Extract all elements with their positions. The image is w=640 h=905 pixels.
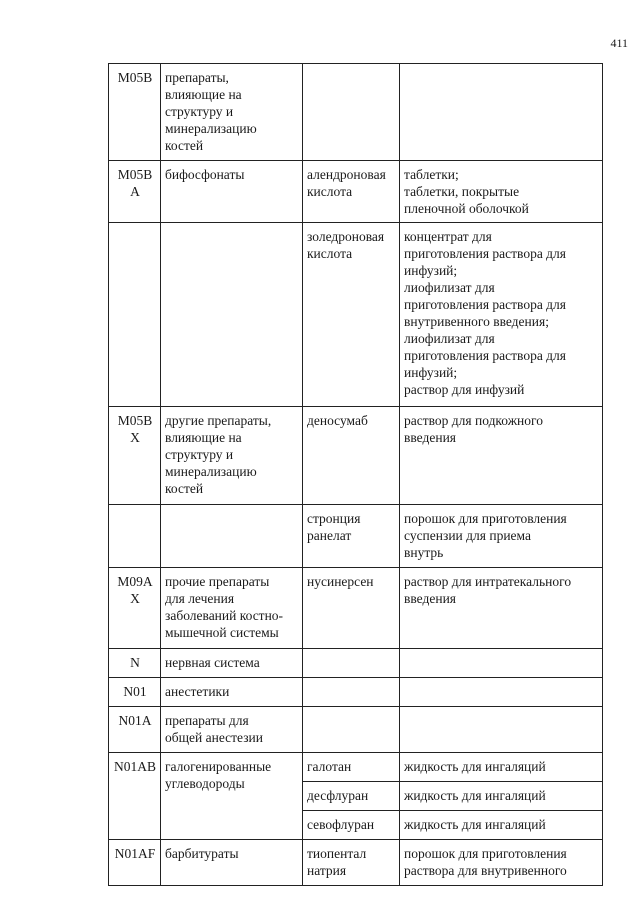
dosage-form-cell: жидкость для ингаляций bbox=[400, 782, 603, 811]
drug-name-cell: тиопентал натрия bbox=[303, 840, 400, 886]
page-number: 411 bbox=[610, 36, 628, 50]
table-row bbox=[109, 707, 603, 753]
drug-name-cell bbox=[303, 64, 400, 161]
dosage-form-cell bbox=[400, 64, 603, 161]
dosage-form-cell: концентрат для приготовления раствора для инфузий; лиофилизат для приготовления раствора для внутривенного введения; лиофилизат для приготовления раствора для инфузий; раствор для инфузий bbox=[400, 223, 603, 407]
drug-name-cell: нусинерсен bbox=[303, 568, 400, 649]
atc-code-cell: M05B X bbox=[109, 407, 161, 505]
group-name-cell: барбитураты bbox=[161, 840, 303, 886]
table-row bbox=[109, 505, 603, 568]
group-name-cell bbox=[161, 505, 303, 568]
dosage-form-cell: жидкость для ингаляций bbox=[400, 753, 603, 782]
group-name-cell: нервная система bbox=[161, 649, 303, 678]
table-row bbox=[109, 407, 603, 505]
dosage-form-cell: порошок для приготовления суспензии для приема внутрь bbox=[400, 505, 603, 568]
drug-name-cell: десфлуран bbox=[303, 782, 400, 811]
dosage-form-cell bbox=[400, 649, 603, 678]
atc-code-cell: N bbox=[109, 649, 161, 678]
atc-code-cell: N01 bbox=[109, 678, 161, 707]
atc-code-cell bbox=[109, 223, 161, 407]
drug-name-cell: золедроновая кислота bbox=[303, 223, 400, 407]
group-name-cell: бифосфонаты bbox=[161, 161, 303, 223]
table-row bbox=[109, 649, 603, 678]
table-row bbox=[109, 161, 603, 223]
table-row bbox=[109, 753, 603, 782]
drug-classification-table bbox=[108, 63, 603, 886]
table-row bbox=[109, 840, 603, 886]
drug-name-cell bbox=[303, 649, 400, 678]
group-name-cell: анестетики bbox=[161, 678, 303, 707]
group-name-cell: препараты, влияющие на структуру и минерализацию костей bbox=[161, 64, 303, 161]
atc-code-cell: M05B A bbox=[109, 161, 161, 223]
group-name-cell: препараты для общей анестезии bbox=[161, 707, 303, 753]
dosage-form-cell bbox=[400, 678, 603, 707]
drug-name-cell bbox=[303, 707, 400, 753]
dosage-form-cell: таблетки; таблетки, покрытые пленочной оболочкой bbox=[400, 161, 603, 223]
table-row bbox=[109, 678, 603, 707]
atc-code-cell bbox=[109, 505, 161, 568]
group-name-cell: другие препараты, влияющие на структуру и минерализацию костей bbox=[161, 407, 303, 505]
dosage-form-cell: раствор для подкожного введения bbox=[400, 407, 603, 505]
atc-code-cell: M09A X bbox=[109, 568, 161, 649]
dosage-form-cell: раствор для интратекального введения bbox=[400, 568, 603, 649]
group-name-cell: галогенированные углеводороды bbox=[161, 753, 303, 840]
table-row bbox=[109, 64, 603, 161]
atc-code-cell: N01AF bbox=[109, 840, 161, 886]
dosage-form-cell bbox=[400, 707, 603, 753]
drug-name-cell: алендроновая кислота bbox=[303, 161, 400, 223]
drug-name-cell: стронция ранелат bbox=[303, 505, 400, 568]
drug-name-cell: севофлуран bbox=[303, 811, 400, 840]
drug-name-cell: галотан bbox=[303, 753, 400, 782]
atc-code-cell: N01AB bbox=[109, 753, 161, 840]
atc-code-cell: M05B bbox=[109, 64, 161, 161]
table-row bbox=[109, 568, 603, 649]
group-name-cell bbox=[161, 223, 303, 407]
atc-code-cell: N01A bbox=[109, 707, 161, 753]
table-row bbox=[109, 223, 603, 407]
dosage-form-cell: порошок для приготовления раствора для внутривенного bbox=[400, 840, 603, 886]
dosage-form-cell: жидкость для ингаляций bbox=[400, 811, 603, 840]
drug-name-cell: деносумаб bbox=[303, 407, 400, 505]
group-name-cell: прочие препараты для лечения заболеваний костно- мышечной системы bbox=[161, 568, 303, 649]
drug-name-cell bbox=[303, 678, 400, 707]
